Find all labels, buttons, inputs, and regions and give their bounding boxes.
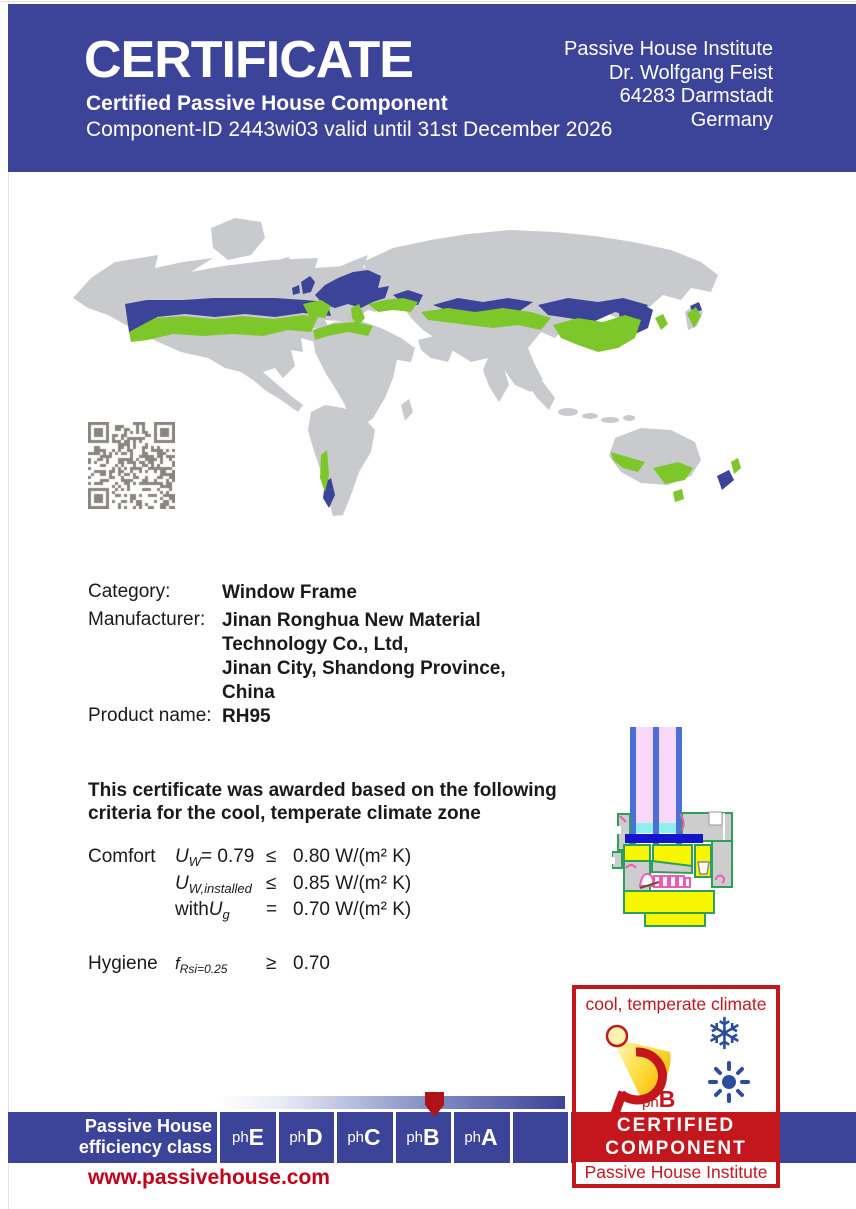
address-line: 64283 Darmstadt xyxy=(619,85,773,107)
manufacturer-value xyxy=(222,609,506,705)
manufacturer-line: Jinan Ronghua New Material xyxy=(222,610,481,631)
limit-value: 0.70 W/(m² K) xyxy=(293,899,412,920)
manufacturer-line: Technology Co., Ltd, xyxy=(222,634,409,655)
address-line: Dr. Wolfgang Feist xyxy=(608,61,773,84)
product-name-value: RH95 xyxy=(222,706,271,727)
window-cross-section-diagram xyxy=(612,710,797,940)
efficiency-gradient-bar xyxy=(218,1096,565,1109)
page-subtitle: Certified Passive House Component xyxy=(86,92,448,115)
efficiency-cell-phD: ph D xyxy=(289,1124,323,1150)
efficiency-cell-phE: ph E xyxy=(231,1124,265,1150)
operator: ≤ xyxy=(266,846,277,867)
page-title: CERTIFICATE xyxy=(84,31,413,89)
category-label: Category: xyxy=(88,581,171,602)
institute-address xyxy=(564,38,773,132)
limit-value: 0.80 W/(m² K) xyxy=(293,846,412,867)
efficiency-cell-phC: ph C xyxy=(347,1124,381,1150)
address-line: Germany xyxy=(690,108,773,131)
badge-climate-label: cool, temperate climate xyxy=(585,994,767,1014)
badge-ph-class: ph B xyxy=(642,1086,676,1112)
snowflake-icon: ❄ xyxy=(706,1010,743,1059)
comfort-row-ug xyxy=(88,899,411,922)
certified-component-band: CERTIFIED COMPONENT xyxy=(576,1112,776,1162)
component-id-line: Component-ID 2443wi03 valid until 31st December 2026 xyxy=(86,118,613,141)
hygiene-label: Hygiene xyxy=(88,953,158,974)
address-line: Passive House Institute xyxy=(564,38,773,60)
criteria-heading-line: criteria for the cool, temperate climate zone xyxy=(88,803,481,824)
efficiency-cell-phB: ph B xyxy=(406,1124,440,1150)
sun-icon xyxy=(708,1061,750,1103)
manufacturer-row xyxy=(88,609,506,705)
formula-uw: $U_W= 0.79$ xyxy=(175,846,255,869)
formula-ug: withU$_g$ xyxy=(175,899,230,922)
operator: = xyxy=(266,899,278,920)
badge-institute-label: Passive House Institute xyxy=(584,1162,768,1182)
manufacturer-label: Manufacturer: xyxy=(88,609,206,630)
manufacturer-line: China xyxy=(222,682,275,703)
manufacturer-line: Jinan City, Shandong Province, xyxy=(222,658,506,679)
operator: ≤ xyxy=(266,873,277,894)
comfort-label: Comfort xyxy=(88,846,156,867)
website-link[interactable]: www.passivehouse.com xyxy=(88,1166,330,1189)
hygiene-row xyxy=(88,953,330,976)
comfort-row-uw xyxy=(88,846,411,869)
limit-value: 0.85 W/(m² K) xyxy=(293,873,412,894)
cell-separator xyxy=(568,1112,571,1163)
product-name-label: Product name: xyxy=(88,705,212,726)
qr-code xyxy=(88,422,175,509)
category-value: Window Frame xyxy=(222,582,357,603)
page-top-edge xyxy=(0,1,856,2)
comfort-row-uw-installed xyxy=(88,873,411,896)
header-band xyxy=(8,4,856,172)
limit-value: 0.70 xyxy=(293,953,330,974)
efficiency-cell-phA: ph A xyxy=(464,1124,498,1150)
cell-separator xyxy=(510,1112,513,1163)
category-row xyxy=(88,581,357,605)
criteria-heading-line: This certificate was awarded based on the following xyxy=(88,780,557,801)
formula-frsi: $f_{Rsi=0.25}$ xyxy=(175,954,228,976)
formula-uw-installed: $U_{W,installed}$ xyxy=(175,873,252,896)
operator: ≥ xyxy=(266,953,277,974)
page-left-edge xyxy=(8,0,9,1209)
criteria-heading xyxy=(88,779,557,825)
product-name-row xyxy=(88,705,271,729)
efficiency-class-label: Passive House efficiency class xyxy=(78,1116,212,1157)
certified-component-badge xyxy=(572,985,780,1188)
